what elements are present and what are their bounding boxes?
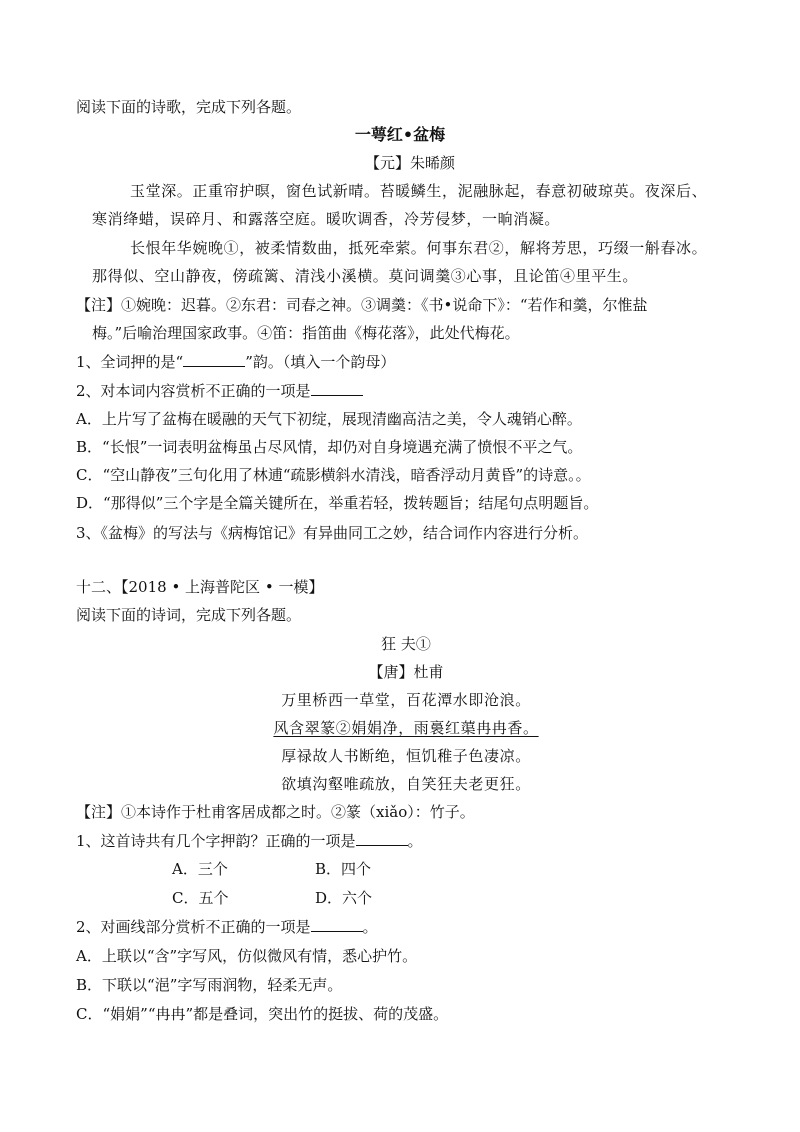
question-2-text: 2、对本词内容赏析不正确的一项是: [76, 382, 311, 400]
section2-option-a: A．上联以“含”字写风，仿似微风有情，悉心护竹。: [76, 947, 418, 965]
question-1-end: 。: [407, 832, 423, 850]
section2-intro: 阅读下面的诗词，完成下列各题。: [76, 606, 302, 624]
section1-option-b: B．“长恨”一词表明盆梅虽占尽风情，却仍对自身境遇充满了愤恨不平之气。: [76, 438, 583, 456]
section1-intro: 阅读下面的诗歌，完成下列各题。: [76, 98, 302, 116]
poem-line-1: 万里桥西一草堂，百花潭水即沧浪。: [281, 691, 531, 709]
stanza1-line1: 玉堂深。正重帘护暝，窗色试新晴。苔暖鳞生，泥融脉起，春意初破琼英。夜深后、: [130, 182, 708, 200]
stanza1-line2: 寒消绛蜡，误碎月、和露落空庭。暖吹调香，冷芳侵梦，一晌消凝。: [92, 210, 561, 228]
section2-note: 【注】①本诗作于杜甫客居成都之时。②篆（xiǎo）：竹子。: [76, 803, 475, 821]
poem-line-3: 厚禄故人书断绝，恒饥稚子色凄凉。: [281, 747, 531, 765]
choice-d: D．六个: [315, 889, 373, 907]
answer-blank[interactable]: [311, 381, 363, 396]
answer-blank[interactable]: [183, 352, 245, 367]
section1-author: 【元】朱晞颜: [364, 154, 455, 172]
section2-question-1: [76, 831, 423, 851]
poem-line-4: 欲填沟壑唯疏放，自笑狂夫老更狂。: [281, 775, 531, 793]
question-1-prefix: 1、全词押的是“: [76, 353, 184, 371]
section2-heading: 十二、【2018 • 上海普陀区 • 一模】: [76, 578, 324, 596]
section2-question-2: [76, 917, 378, 937]
question-2-text: 2、对画线部分赏析不正确的一项是: [76, 918, 311, 936]
section1-poem-title: 一萼红•盆梅: [354, 125, 446, 144]
section1-option-c: C．“空山静夜”三句化用了林逋“疏影横斜水清浅，暗香浮动月黄昏”的诗意。。: [76, 466, 591, 484]
underlined-text: 风含翠篆②娟娟净，雨裛红蕖冉冉香。: [273, 719, 539, 737]
section2-option-c: C．“娟娟”“冉冉”都是叠词，突出竹的挺拔、荷的茂盛。: [76, 1005, 449, 1023]
section1-question-2: [76, 381, 363, 401]
question-1-text: 1、这首诗共有几个字押韵？正确的一项是: [76, 832, 356, 850]
section1-option-d: D．“那得似”三个字是全篇关键所在，举重若轻，拨转题旨；结尾句点明题旨。: [76, 494, 599, 512]
stanza2-line2: 那得似、空山静夜，傍疏篱、清浅小溪横。莫问调羹③心事，且论笛④里平生。: [92, 267, 639, 285]
choice-b: B．四个: [315, 860, 372, 878]
section1-note-line1: 【注】①婉晚：迟暮。②东君：司春之神。③调羹：《书•说命下》：“若作和羹，尔惟盐: [76, 296, 648, 314]
section2-author: 【唐】杜甫: [368, 663, 444, 681]
section1-question-3: 3、《盆梅》的写法与《病梅馆记》有异曲同工之妙，结合词作内容进行分析。: [76, 524, 589, 542]
section1-question-1: [76, 352, 395, 372]
section2-option-b: B．下联以“浥”字写雨润物，轻柔无声。: [76, 976, 343, 994]
question-1-suffix: ”韵。（填入一个韵母）: [245, 353, 396, 371]
answer-blank[interactable]: [356, 831, 408, 846]
section1-note-line2: 梅。”后喻治理国家政事。④笛：指笛曲《梅花落》，此处代梅花。: [92, 324, 520, 342]
section2-poem-title: 狂 夫①: [381, 635, 431, 653]
stanza2-line1: 长恨年华婉晚①，被柔情数曲，抵死牵萦。何事东君②，解将芳思，巧缀一斛春冰。: [130, 239, 708, 257]
poem-line-2-underlined: [0, 718, 800, 738]
choice-c: C．五个: [172, 889, 229, 907]
question-2-end: 。: [362, 918, 378, 936]
answer-blank[interactable]: [311, 917, 363, 932]
section1-option-a: A．上片写了盆梅在暖融的天气下初绽，展现清幽高洁之美，令人魂销心醉。: [76, 410, 582, 428]
choice-a: A．三个: [172, 860, 228, 878]
